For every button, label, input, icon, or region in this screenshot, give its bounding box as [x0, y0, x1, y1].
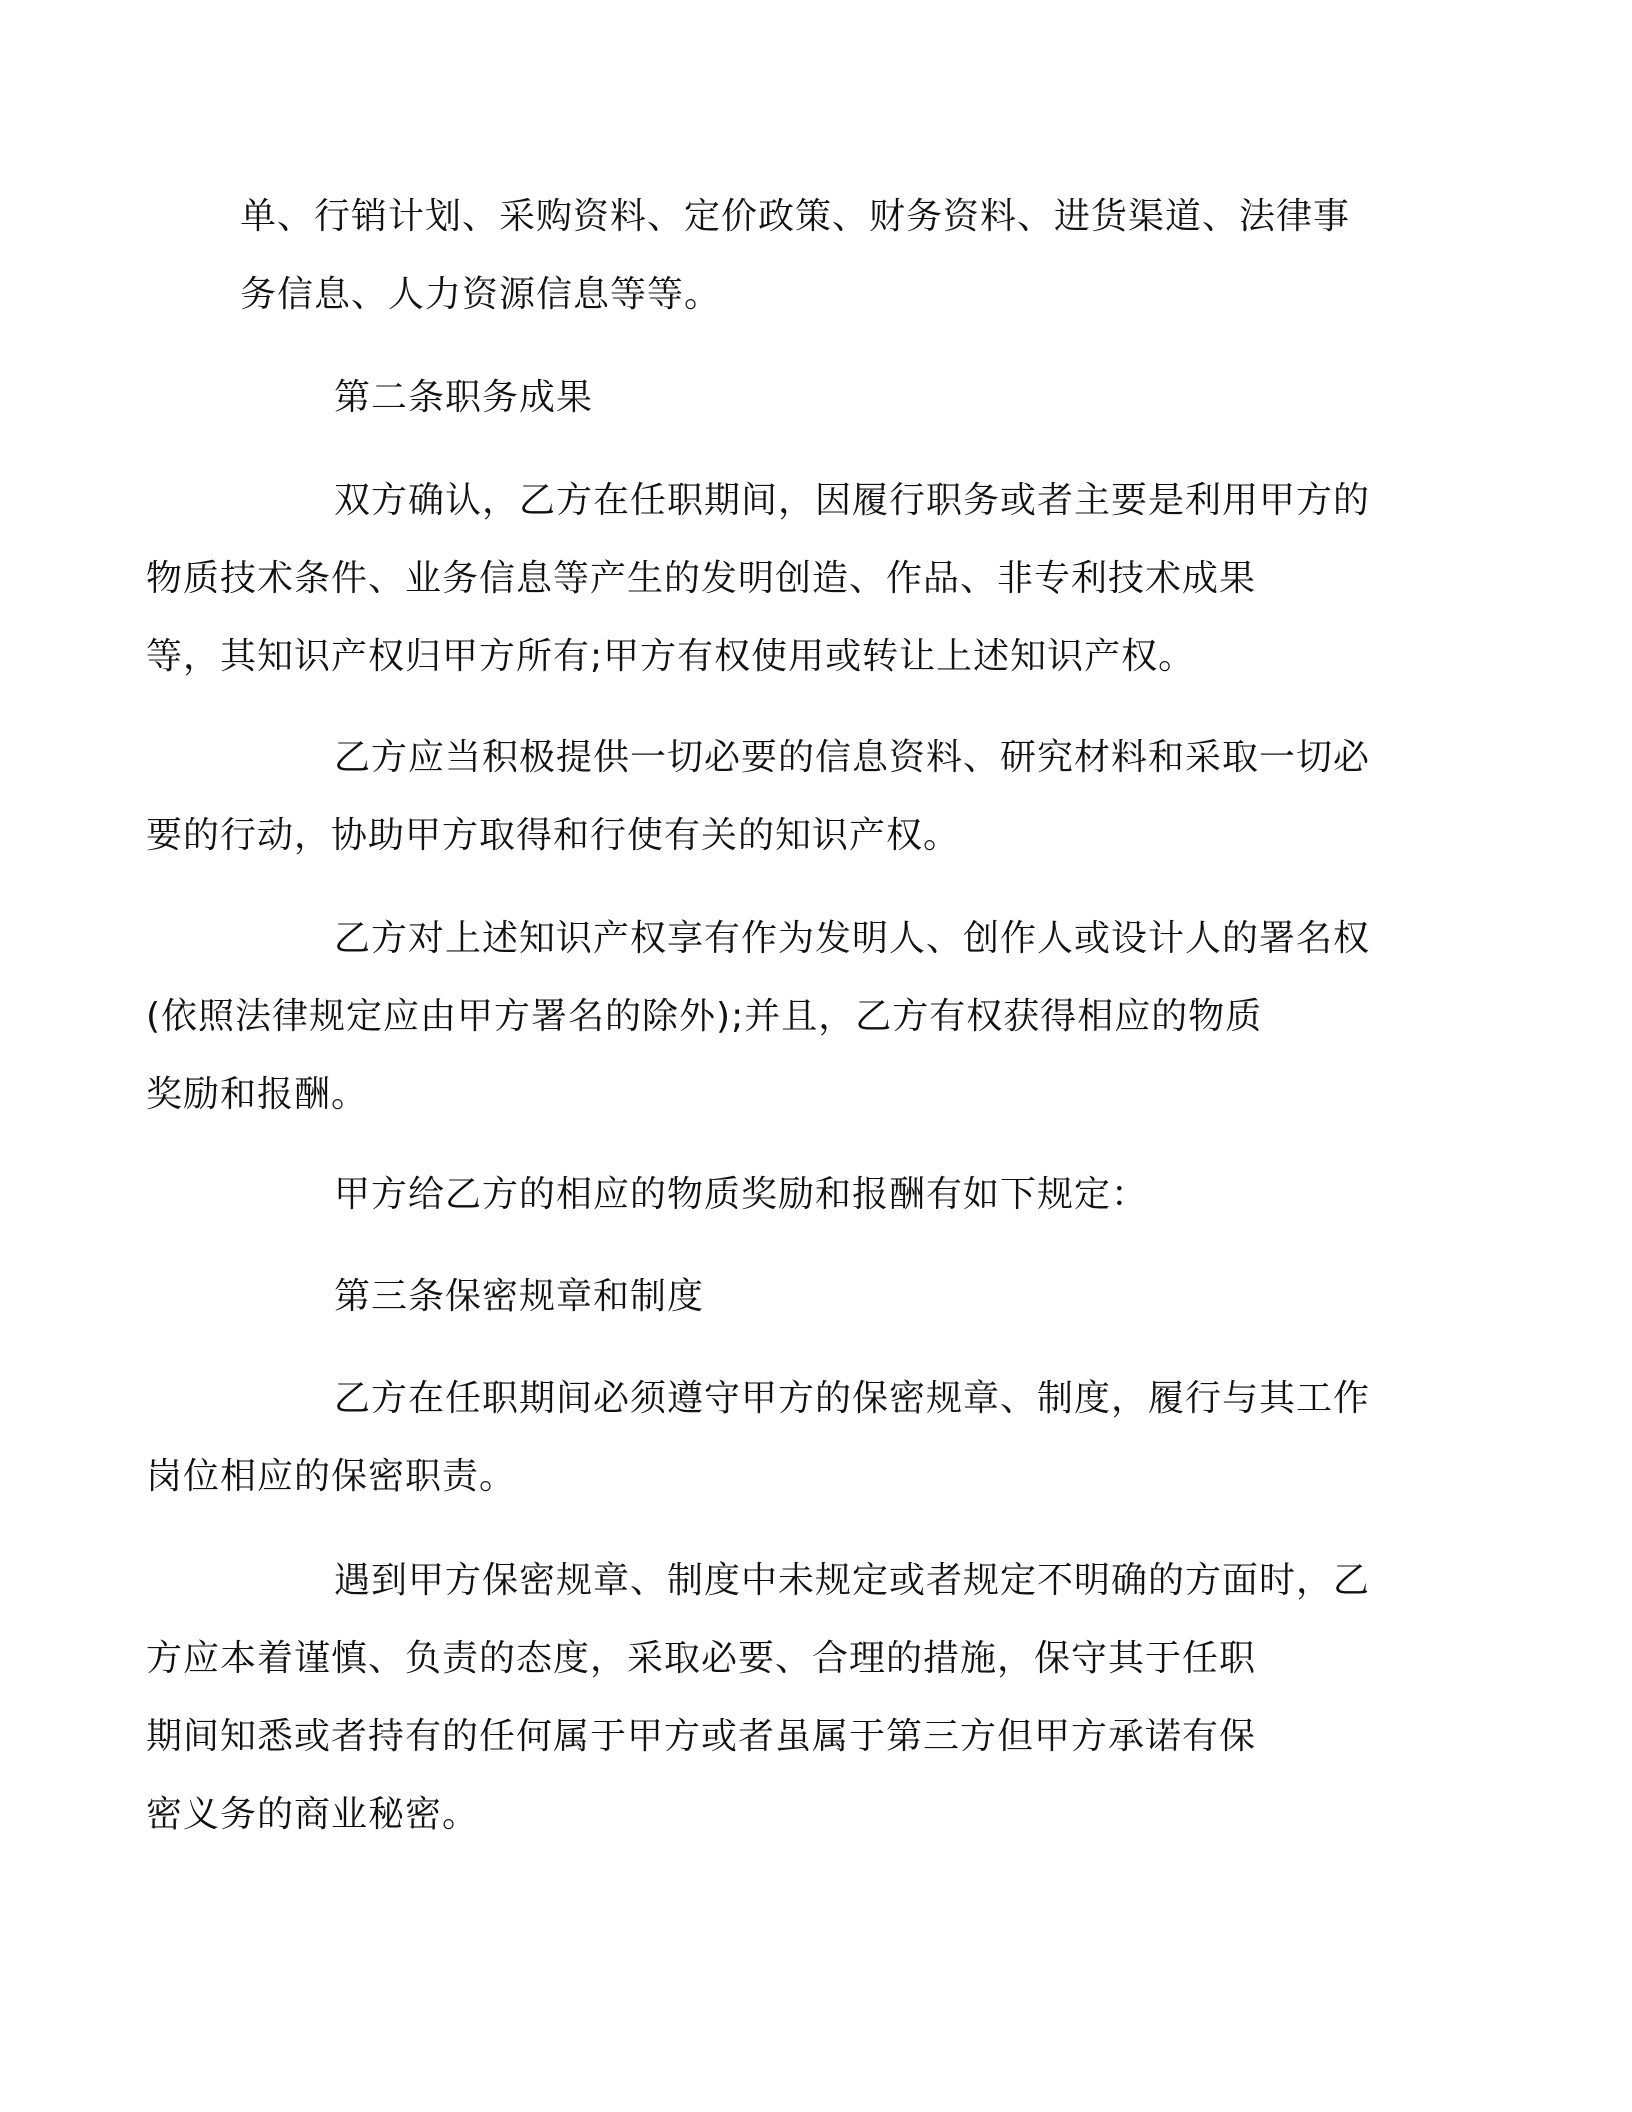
paragraph-cooperation	[146, 719, 1380, 875]
text-line: 物质技术条件、业务信息等产生的发明创造、作品、非专利技术成果	[146, 558, 1257, 599]
text-line: 奖励和报酬。	[146, 1074, 369, 1115]
text-line: 要的行动，协助甲方取得和行使有关的知识产权。	[146, 815, 961, 856]
text-line: 期间知悉或者持有的任何属于甲方或者虽属于第三方但甲方承诺有保	[146, 1716, 1257, 1757]
text-line: 乙方应当积极提供一切必要的信息资料、研究材料和采取一切必	[334, 737, 1371, 778]
text-line: 乙方对上述知识产权享有作为发明人、创作人或设计人的署名权	[334, 918, 1371, 959]
text-line: 方应本着谨慎、负责的态度，采取必要、合理的措施，保守其于任职	[146, 1638, 1257, 1679]
text-line: 遇到甲方保密规章、制度中未规定或者规定不明确的方面时，乙	[334, 1560, 1371, 1601]
paragraph-unspecified-matters	[146, 1542, 1380, 1854]
text-line: 密义务的商业秘密。	[146, 1794, 480, 1835]
paragraph-reward-provisions	[240, 1156, 1380, 1234]
text-line: 第二条职务成果	[334, 377, 594, 418]
text-line: 第三条保密规章和制度	[334, 1276, 705, 1317]
text-line: 甲方给乙方的相应的物质奖励和报酬有如下规定：	[334, 1174, 1149, 1215]
paragraph-ip-ownership	[146, 462, 1380, 696]
article-heading-work-results	[240, 359, 1380, 437]
text-line: 双方确认，乙方在任职期间，因履行职务或者主要是利用甲方的	[334, 480, 1371, 521]
text-line: (依照法律规定应由甲方署名的除外);并且，乙方有权获得相应的物质	[146, 996, 1263, 1037]
paragraph-continued-secrets-list	[240, 178, 1380, 334]
text-line: 等，其知识产权归甲方所有;甲方有权使用或转让上述知识产权。	[146, 636, 1196, 677]
text-line: 岗位相应的保密职责。	[146, 1456, 517, 1497]
article-heading-confidentiality-rules	[240, 1258, 1380, 1336]
paragraph-attribution-rights	[146, 900, 1380, 1134]
paragraph-comply-rules	[146, 1360, 1380, 1516]
text-line: 乙方在任职期间必须遵守甲方的保密规章、制度，履行与其工作	[334, 1378, 1371, 1419]
text-line: 务信息、人力资源信息等等。	[240, 274, 722, 315]
text-line: 单、行销计划、采购资料、定价政策、财务资料、进货渠道、法律事	[240, 196, 1351, 237]
